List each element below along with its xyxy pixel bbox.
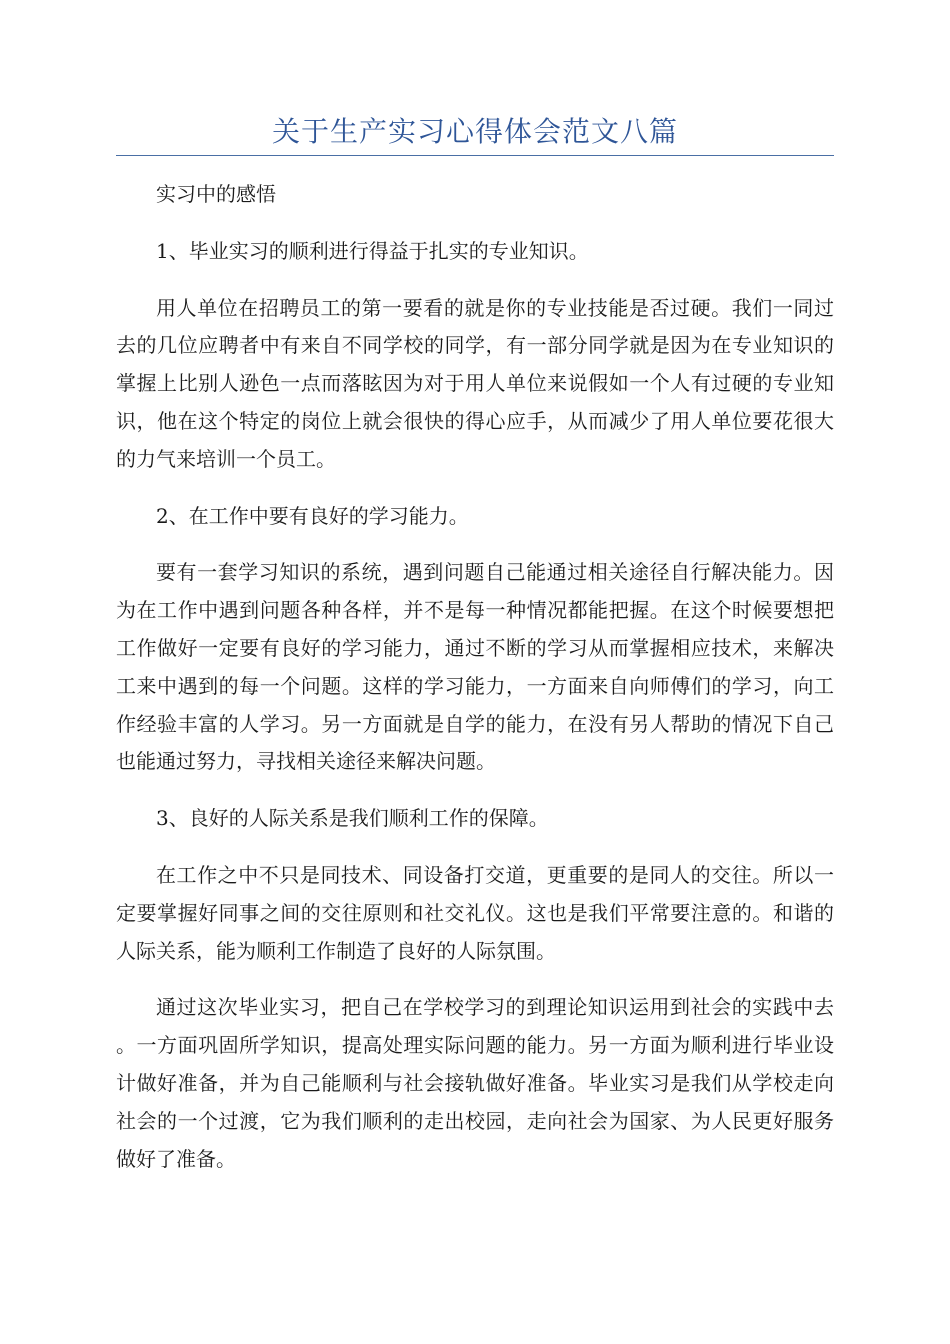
title-header	[116, 112, 834, 156]
point-heading-2: 2、在工作中要有良好的学习能力。	[156, 503, 469, 528]
section-heading: 实习中的感悟	[156, 182, 276, 206]
body-paragraph: 用人单位在招聘员工的第一要看的就是你的专业技能是否过硬。我们一同过去的几位应聘者中有来自不同学校的同学，有一部分同学就是因为在专业知识的掌握上比别人逊色一点而落眩因为对于用人单位来说假如一个人有过硬的专业知识，他在这个特定的岗位上就会很快的得心应手，从而减少了用人单位要花很大的力气来培训一个员工。	[116, 295, 834, 471]
body-paragraph: 在工作之中不只是同技术、同设备打交道，更重要的是同人的交往。所以一定要掌握好同事之间的交往原则和社交礼仪。这也是我们平常要注意的。和谐的人际关系，能为顺利工作制造了良好的人际氛围。	[116, 862, 834, 963]
point-heading-1: 1、毕业实习的顺利进行得益于扎实的专业知识。	[156, 238, 589, 263]
document-body	[116, 176, 834, 1197]
body-paragraph: 通过这次毕业实习，把自己在学校学习的到理论知识运用到社会的实践中去。一方面巩固所学知识，提高处理实际问题的能力。另一方面为顺利进行毕业设计做好准备，并为自己能顺利与社会接轨做好准备。毕业实习是我们从学校走向社会的一个过渡，它为我们顺利的走出校园，走向社会为国家、为人民更好服务做好了准备。	[116, 995, 834, 1171]
point-heading-3: 3、良好的人际关系是我们顺利工作的保障。	[156, 806, 549, 831]
page-title: 关于生产实习心得体会范文八篇	[271, 115, 678, 148]
body-paragraph: 要有一套学习知识的系统，遇到问题自己能通过相关途径自行解决能力。因为在工作中遇到问题各种各样，并不是每一种情况都能把握。在这个时候要想把工作做好一定要有良好的学习能力，通过不断的学习从而掌握相应技术，来解决工来中遇到的每一个问题。这样的学习能力，一方面来自向师傅们的学习，向工作经验丰富的人学习。另一方面就是自学的能力，在没有另人帮助的情况下自己也能通过努力，寻找相关途径来解决问题。	[116, 560, 834, 774]
